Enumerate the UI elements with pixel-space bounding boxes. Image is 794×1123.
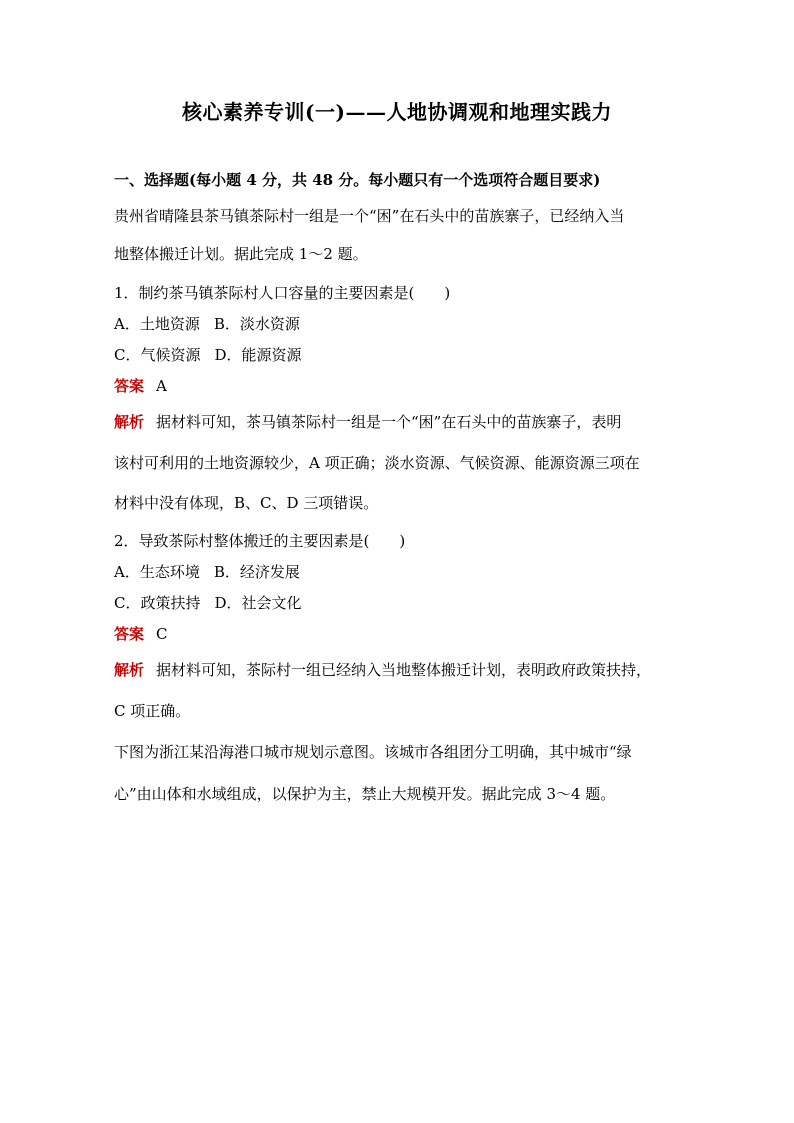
q1-option-c: C．气候资源 — [114, 346, 201, 364]
q2-option-a: A．生态环境 — [114, 563, 200, 581]
q1-analysis-line2: 该村可利用的土地资源较少，A 项正确；淡水资源、气候资源、能源资源三项在 — [114, 454, 640, 472]
q1-analysis-line1 — [114, 412, 621, 432]
q2-option-d: D．社会文化 — [214, 594, 302, 612]
q1-answer-value: A — [156, 377, 167, 395]
q1-options-row2 — [114, 345, 302, 365]
q1-option-b: B．淡水资源 — [213, 315, 300, 333]
q1-analysis-line3: 材料中没有体现，B、C、D 三项错误。 — [114, 494, 379, 512]
intro2-line1: 下图为浙江某沿海港口城市规划示意图。该城市各组团分工明确，其中城市“绿 — [114, 743, 632, 761]
q2-analysis-line1 — [114, 660, 651, 680]
q2-options-row1 — [114, 562, 300, 582]
q1-stem: 1．制约茶马镇茶际村人口容量的主要因素是( ) — [114, 284, 451, 302]
q2-analysis-text1: 据材料可知，茶际村一组已经纳入当地整体搬迁计划，表明政府政策扶持， — [156, 661, 652, 679]
section-heading: 一、选择题(每小题 4 分，共 48 分。每小题只有一个选项符合题目要求) — [114, 171, 601, 189]
q1-options-row1 — [114, 314, 300, 334]
q2-analysis-label: 解析 — [114, 661, 145, 679]
intro1-line1: 贵州省晴隆县茶马镇茶际村一组是一个“困”在石头中的苗族寨子，已经纳入当 — [114, 207, 625, 225]
q2-option-c: C．政策扶持 — [114, 594, 201, 612]
q2-option-b: B．经济发展 — [213, 563, 300, 581]
q1-answer — [114, 376, 167, 396]
page-title: 核心素养专训(一)——人地协调观和地理实践力 — [182, 100, 612, 124]
q2-stem: 2．导致茶际村整体搬迁的主要因素是( ) — [114, 532, 406, 550]
intro1-line2: 地整体搬迁计划。据此完成 1～2 题。 — [114, 245, 368, 263]
q1-analysis-label: 解析 — [114, 413, 145, 431]
q2-analysis-line2: C 项正确。 — [114, 702, 191, 720]
q1-answer-label: 答案 — [114, 377, 145, 395]
q2-options-row2 — [114, 593, 302, 613]
q2-answer-label: 答案 — [114, 625, 145, 643]
q1-analysis-text1: 据材料可知，茶马镇茶际村一组是一个“困”在石头中的苗族寨子，表明 — [156, 413, 622, 431]
q1-option-a: A．土地资源 — [114, 315, 200, 333]
intro2-line2: 心”由山体和水域组成，以保护为主，禁止大规模开发。据此完成 3～4 题。 — [114, 785, 616, 803]
q2-answer-value: C — [156, 625, 168, 643]
q1-option-d: D．能源资源 — [214, 346, 302, 364]
q2-answer — [114, 624, 168, 644]
